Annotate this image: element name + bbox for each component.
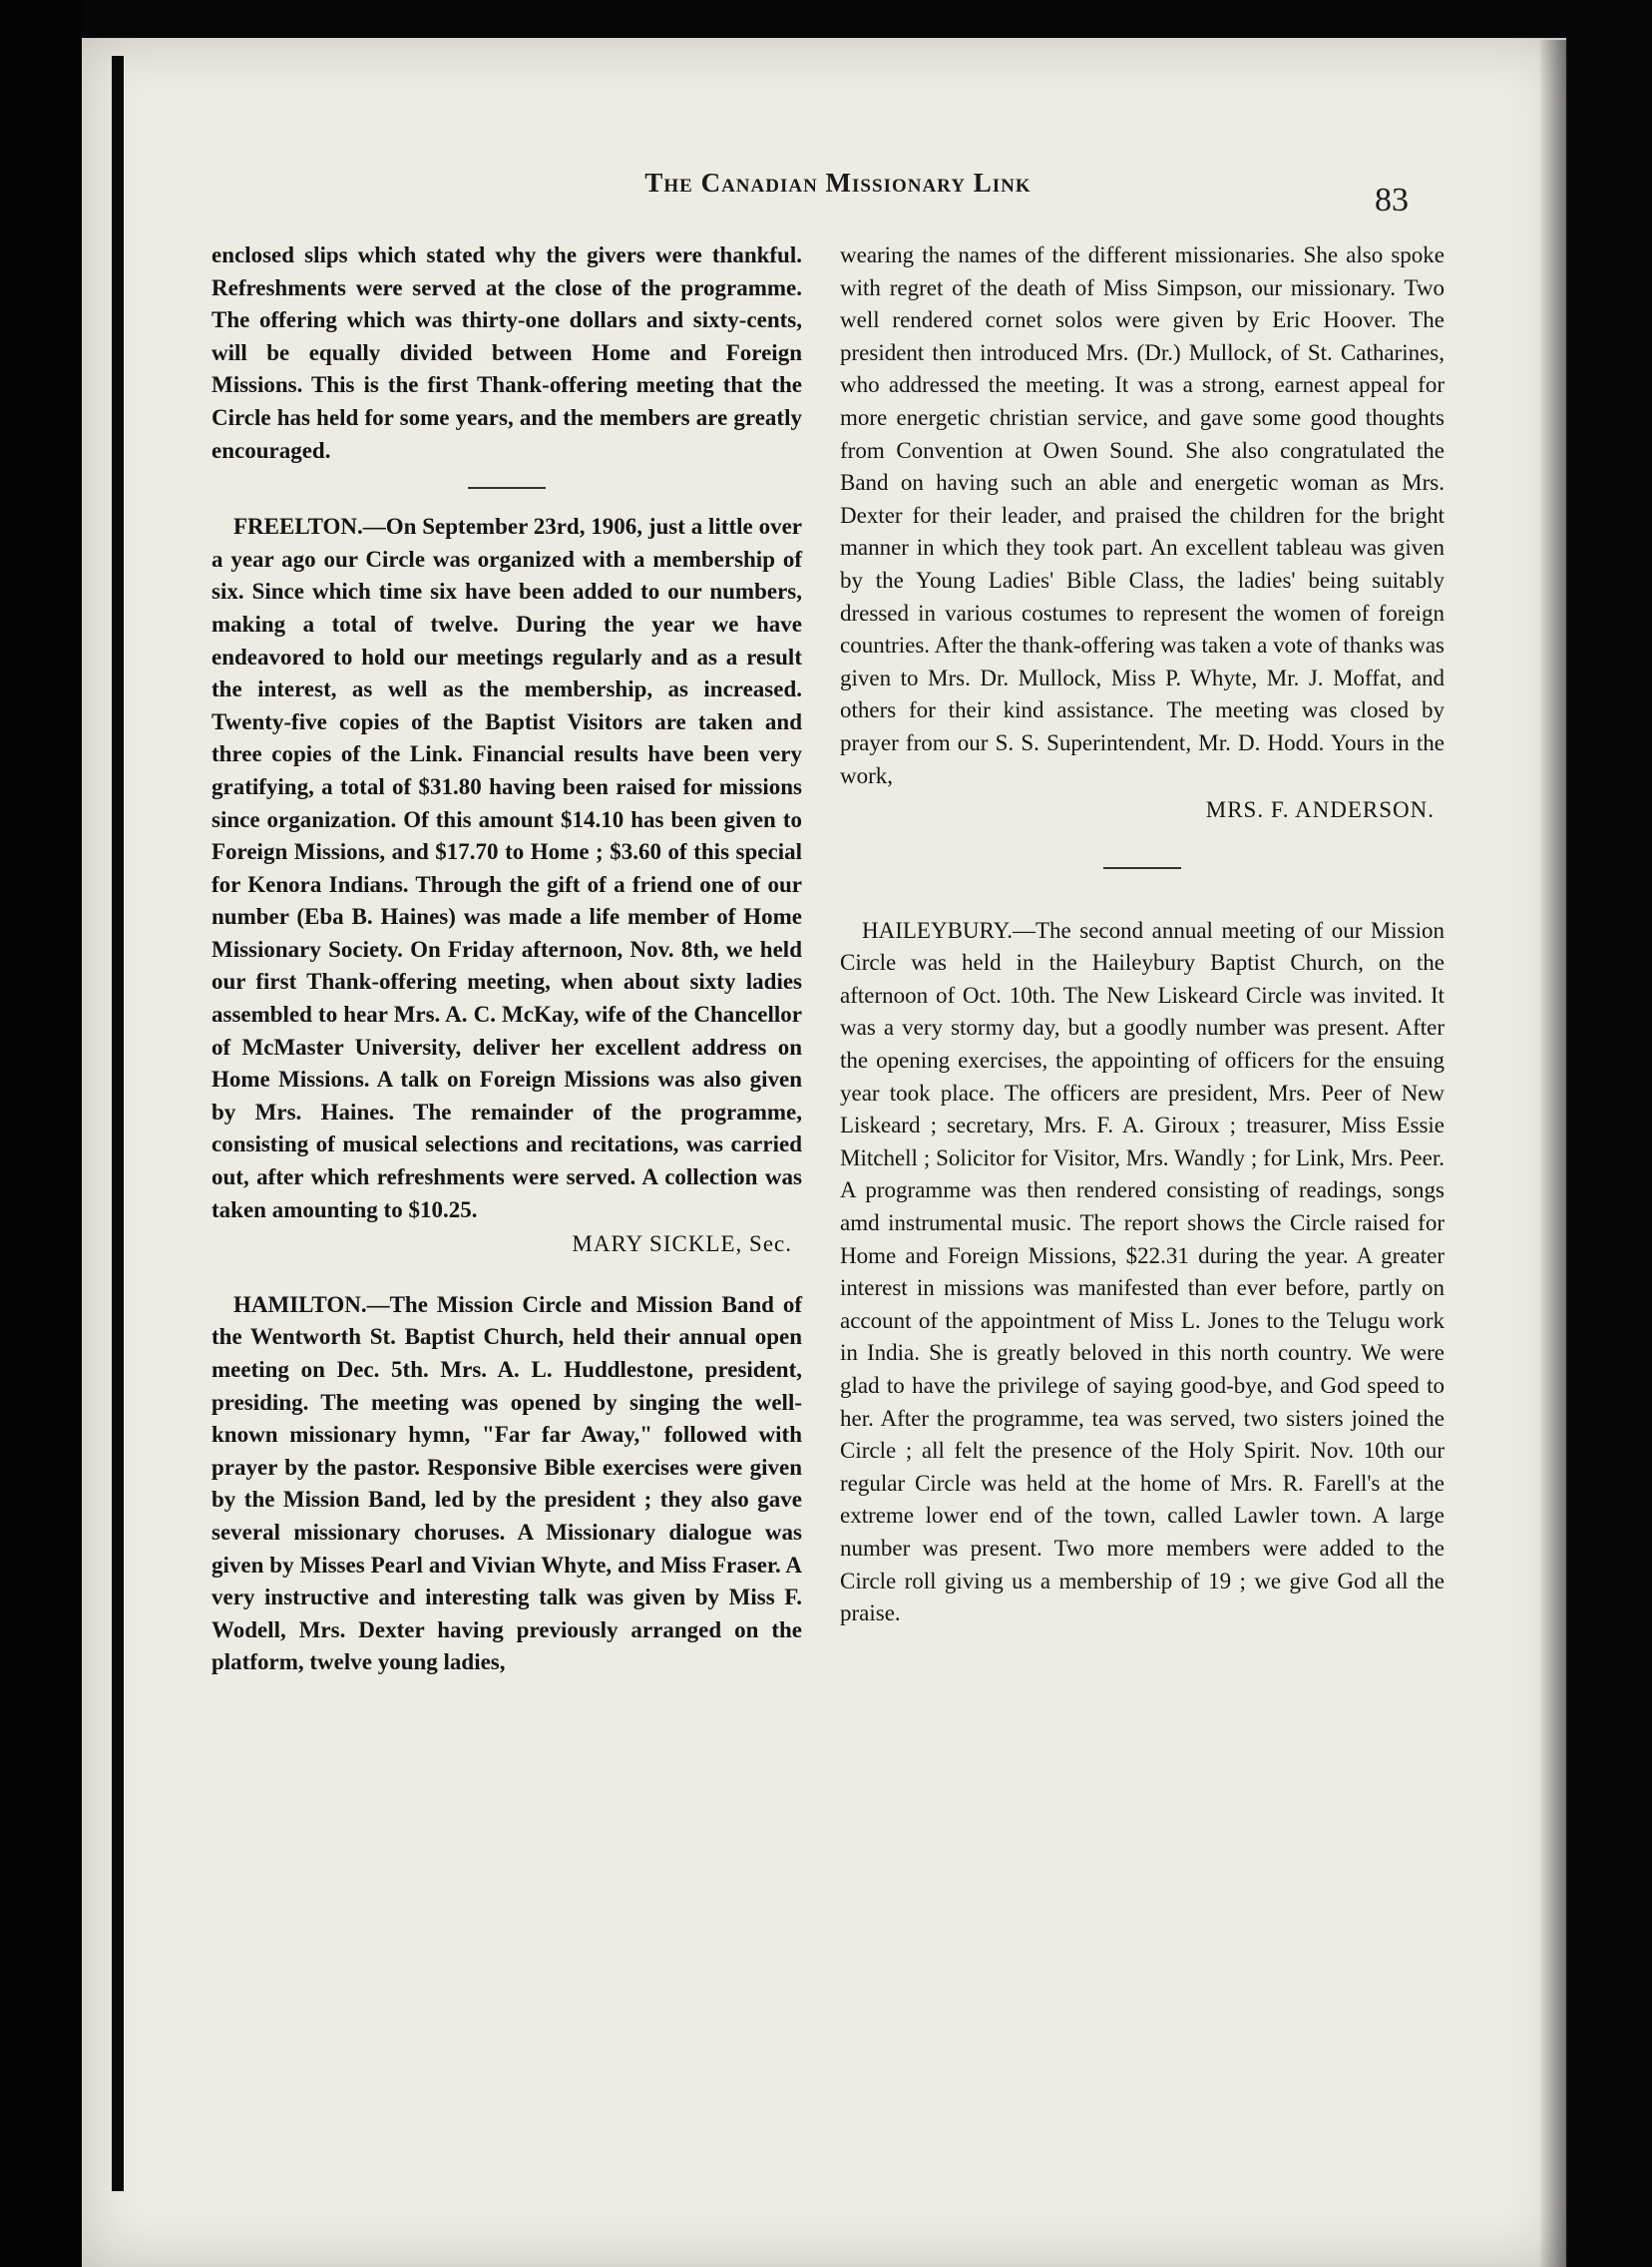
continued-report-paragraph: enclosed slips which stated why the givers were thankful. Refreshments were served at the close of the programme. The offering which was thirty-one dollars and sixty-cents, will be equally divided between Home and Foreign Missions. This is the first Thank-offering meeting that the Circle has held for some years, and the members are greatly encouraged. [211,242,802,463]
section-divider [1103,867,1181,869]
hamilton-report-continued: wearing the names of the different missionaries. She also spoke with regret of the death of Miss Simpson, our missionary. Two well rendered cornet solos were given by Eric Hoover. The president then introduced Mrs. (Dr.) Mullock, of St. Catharines, who addressed the meeting. It was a strong, earnest appeal for more energetic christian service, and gave some good thoughts from Convention at Owen Sound. She also congratulated the Band on having such an able and energetic woman as Mrs. Dexter for their leader, and praised the children for the bright manner in which they took part. An excellent tableau was given by the Young Ladies' Bible Class, the ladies' being suitably dressed in various costumes to represent the women of foreign countries. After the thank-offering was taken a vote of thanks was given to Mrs. Dr. Mullock, Miss P. Whyte, Mr. J. Moffat, and others for their kind assistance. The meeting was closed by prayer from our S. S. Superintendent, Mr. D. Hodd. Yours in the work, [840,242,1445,788]
haileybury-report: HAILEYBURY.—The second annual meeting of our Mission Circle was held in the Haileybury Baptist Church, on the afternoon of Oct. 10th. The New Liskeard Circle was invited. It was a very stormy day, but a goodly number was present. After the opening exercises, the appointing of officers for the ensuing year took place. The officers are president, Mrs. Peer of New Liskeard ; secretary, Mrs. F. A. Giroux ; treasurer, Miss Essie Mitchell ; Solicitor for Visitor, Mrs. Wandly ; for Link, Mrs. Peer. A programme was then rendered consisting of readings, songs amd instrumental music. The report shows the Circle raised for Home and Foreign Missions, $22.31 during the year. A greater interest in missions was manifested than ever before, partly on account of the appointment of Miss L. Jones to the Telugu work in India. She is greatly beloved in this north country. We were glad to have the privilege of saying good-bye, and God speed to her. After the programme, tea was served, two sisters joined the Circle ; all felt the presence of the Holy Spirit. Nov. 10th our regular Circle was held at the home of Mrs. R. Farell's at the extreme lower end of the town, called Lawler town. A large number was present. Two more members were added to the Circle roll giving us a membership of 19 ; we give God all the praise. [840,917,1445,1626]
freelton-signature: MARY SICKLE, Sec. [572,1231,792,1257]
right-column [840,239,1445,1630]
hamilton-signature: MRS. F. ANDERSON. [1205,797,1435,823]
running-title: The Canadian Missionary Link [644,168,1032,198]
page-number: 83 [1375,182,1409,219]
section-gap [211,1261,802,1289]
left-column [211,239,802,1679]
section-divider [468,487,546,489]
hamilton-report: HAMILTON.—The Mission Circle and Mission Band of the Wentworth St. Baptist Church, held their annual open meeting on Dec. 5th. Mrs. A. L. Huddlestone, president, presiding. The meeting was opened by singing the well-known missionary hymn, "Far far Away," followed with prayer by the pastor. Responsive Bible exercises were given by the Mission Band, led by the president ; they also gave several missionary choruses. A Missionary dialogue was given by Misses Pearl and Vivian Whyte, and Miss Fraser. A very instructive and interesting talk was given by Miss F. Wodell, Mrs. Dexter having previously arranged on the platform, twelve young ladies, [211,1291,802,1675]
scan-dark-border [0,0,82,2267]
freelton-report: FREELTON.—On September 23rd, 1906, just a little over a year ago our Circle was organized with a membership of six. Since which time six have been added to our numbers, making a total of twelve. During the year we have endeavored to hold our meetings regularly and as a result the interest, as well as the membership, as increased. Twenty-five copies of the Baptist Visitors are taken and three copies of the Link. Financial results have been very gratifying, a total of $31.80 having been raised for missions since organization. Of this amount $14.10 has been given to Foreign Missions, and $17.70 to Home ; $3.60 of this special for Kenora Indians. Through the gift of a friend one of our number (Eba B. Haines) was made a life member of Home Missionary Society. On Friday afternoon, Nov. 8th, we held our first Thank-offering meeting, when about sixty ladies assembled to hear Mrs. A. C. McKay, wife of the Chancellor of McMaster University, deliver her excellent address on Home Missions. A talk on Foreign Missions was also given by Mrs. Haines. The remainder of the programme, consisting of musical selections and recitations, was carried out, after which refreshments were served. A collection was taken amounting to $10.25. [211,514,802,1222]
binding-spine-shadow [112,56,124,2191]
page-edge-shadow [1540,40,1568,2267]
